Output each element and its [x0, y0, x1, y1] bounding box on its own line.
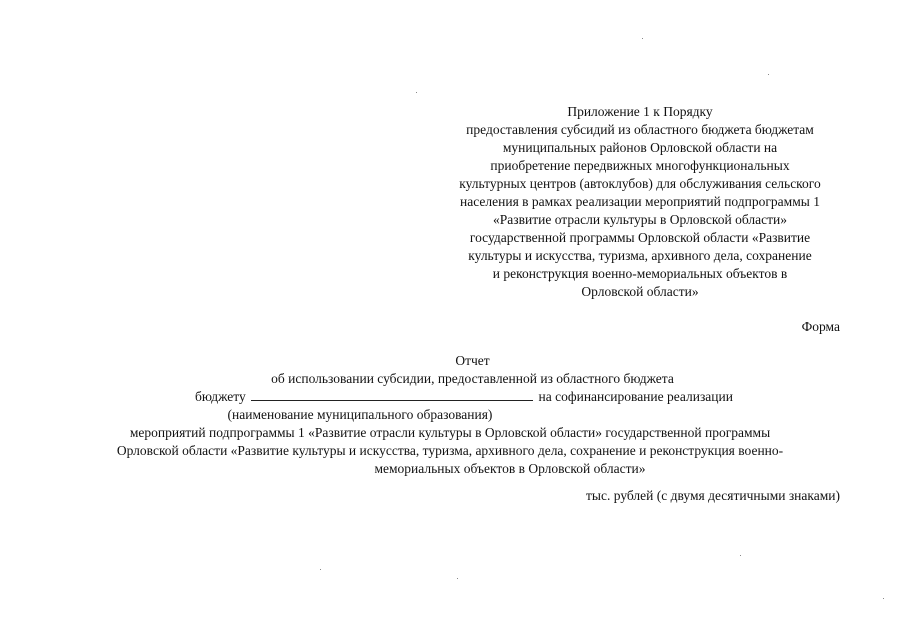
scan-speck	[883, 598, 884, 599]
form-label: Форма	[801, 319, 840, 334]
appendix-line: культурных центров (автоклубов) для обслуживания сельского	[459, 176, 821, 191]
report-line-6: мемориальных объектов в Орловской области»	[374, 461, 646, 476]
units-note: тыс. рублей (с двумя десятичными знаками)	[586, 488, 840, 503]
cofinancing-label: на софинансирование реализации	[538, 389, 733, 404]
report-title: Отчет	[455, 353, 490, 368]
appendix-line: населения в рамках реализации мероприятий подпрограммы 1	[460, 194, 820, 209]
appendix-line: приобретение передвижных многофункциональных	[490, 158, 790, 173]
appendix-line: культуры и искусства, туризма, архивного дела, сохранение	[468, 248, 812, 263]
scan-speck	[549, 281, 550, 282]
report-line-2	[60, 388, 840, 406]
scan-speck	[740, 555, 741, 556]
appendix-header	[440, 103, 840, 301]
scan-speck	[320, 569, 321, 570]
scan-speck	[642, 38, 643, 39]
municipality-blank	[251, 388, 533, 401]
report-line-3: (наименование муниципального образования)	[227, 407, 493, 422]
appendix-line: предоставления субсидий из областного бюджета бюджетам	[466, 122, 814, 137]
scan-speck	[768, 74, 769, 75]
appendix-line: «Развитие отрасли культуры в Орловской области»	[493, 212, 787, 227]
report-line-1: об использовании субсидии, предоставленной из областного бюджета	[271, 371, 674, 386]
appendix-line: муниципальных районов Орловской области на	[502, 140, 778, 155]
appendix-line: Приложение 1 к Порядку	[567, 104, 713, 119]
report-line-5: Орловской области «Развитие культуры и искусства, туризма, архивного дела, сохранение и реконструкция военно-	[116, 443, 784, 458]
scan-speck	[416, 92, 417, 93]
appendix-line: и реконструкция военно-мемориальных объектов в	[492, 266, 788, 281]
appendix-line: государственной программы Орловской области «Развитие	[469, 230, 811, 245]
budget-label: бюджету	[195, 389, 246, 404]
report-line-4: мероприятий подпрограммы 1 «Развитие отрасли культуры в Орловской области» государственной программы	[129, 425, 771, 440]
report-heading	[60, 352, 840, 478]
appendix-line: Орловской области»	[581, 284, 699, 299]
scan-speck	[457, 578, 458, 579]
